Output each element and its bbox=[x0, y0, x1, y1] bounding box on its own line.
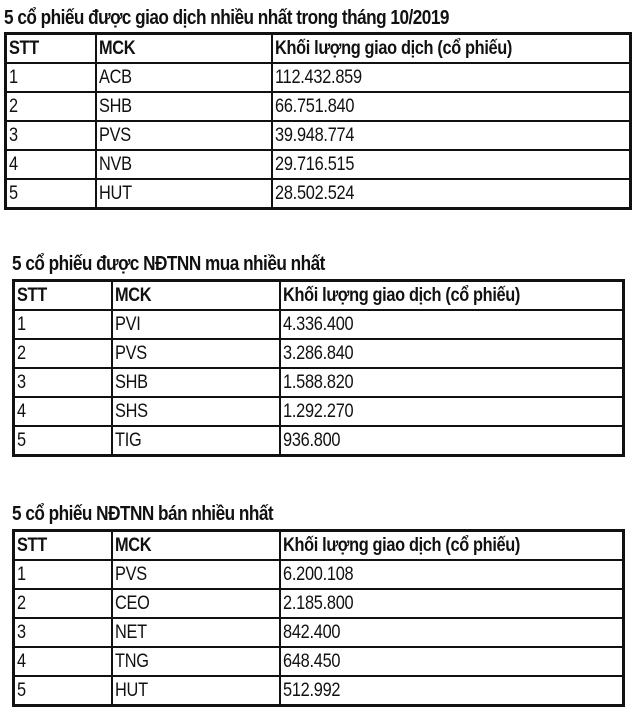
cell-stt: 3 bbox=[14, 618, 112, 647]
table-header-row bbox=[14, 281, 624, 311]
cell-volume: 39.948.774 bbox=[272, 121, 631, 150]
header-stt: STT bbox=[14, 281, 112, 311]
cell-stt: 3 bbox=[6, 121, 96, 150]
cell-stt: 5 bbox=[14, 676, 112, 706]
cell-mck: PVS bbox=[96, 121, 272, 150]
table-row bbox=[6, 92, 631, 121]
table-row bbox=[14, 618, 624, 647]
table-row bbox=[14, 589, 624, 618]
cell-volume: 29.716.515 bbox=[272, 150, 631, 179]
cell-stt: 1 bbox=[14, 560, 112, 589]
table-row bbox=[6, 63, 631, 92]
cell-stt: 4 bbox=[14, 397, 112, 426]
cell-volume: 2.185.800 bbox=[280, 589, 624, 618]
most-traded-title: 5 cổ phiếu được giao dịch nhiều nhất trong tháng 10/2019 bbox=[4, 7, 449, 29]
table-header-row bbox=[6, 34, 631, 64]
cell-mck: NET bbox=[112, 618, 280, 647]
cell-stt: 1 bbox=[14, 310, 112, 339]
cell-stt: 3 bbox=[14, 368, 112, 397]
foreign-sell-table bbox=[12, 529, 625, 707]
cell-stt: 1 bbox=[6, 63, 96, 92]
table-row bbox=[14, 310, 624, 339]
cell-stt: 4 bbox=[14, 647, 112, 676]
cell-mck: HUT bbox=[96, 179, 272, 209]
cell-stt: 2 bbox=[14, 339, 112, 368]
foreign-sell-section bbox=[12, 502, 625, 707]
cell-mck: SHB bbox=[112, 368, 280, 397]
table-row bbox=[14, 676, 624, 706]
table-row bbox=[14, 647, 624, 676]
cell-mck: SHS bbox=[112, 397, 280, 426]
cell-stt: 5 bbox=[6, 179, 96, 209]
header-mck: MCK bbox=[112, 281, 280, 311]
foreign-buy-title: 5 cổ phiếu được NĐTNN mua nhiều nhất bbox=[12, 253, 325, 275]
table-row bbox=[14, 560, 624, 589]
cell-mck: SHB bbox=[96, 92, 272, 121]
cell-mck: PVI bbox=[112, 310, 280, 339]
cell-volume: 842.400 bbox=[280, 618, 624, 647]
cell-stt: 5 bbox=[14, 426, 112, 456]
cell-volume: 6.200.108 bbox=[280, 560, 624, 589]
cell-mck: PVS bbox=[112, 339, 280, 368]
foreign-buy-section bbox=[12, 252, 625, 457]
cell-volume: 66.751.840 bbox=[272, 92, 631, 121]
header-volume: Khối lượng giao dịch (cổ phiếu) bbox=[272, 34, 631, 64]
table-row bbox=[6, 150, 631, 179]
header-mck: MCK bbox=[96, 34, 272, 64]
cell-volume: 1.292.270 bbox=[280, 397, 624, 426]
table-row bbox=[6, 179, 631, 209]
cell-volume: 1.588.820 bbox=[280, 368, 624, 397]
cell-stt: 2 bbox=[6, 92, 96, 121]
header-volume: Khối lượng giao dịch (cổ phiếu) bbox=[280, 531, 624, 561]
cell-volume: 936.800 bbox=[280, 426, 624, 456]
cell-mck: TIG bbox=[112, 426, 280, 456]
cell-mck: CEO bbox=[112, 589, 280, 618]
table-row bbox=[6, 121, 631, 150]
cell-volume: 4.336.400 bbox=[280, 310, 624, 339]
cell-mck: ACB bbox=[96, 63, 272, 92]
most-traded-table bbox=[4, 32, 632, 210]
table-row bbox=[14, 368, 624, 397]
foreign-sell-title: 5 cổ phiếu NĐTNN bán nhiều nhất bbox=[12, 503, 274, 525]
cell-stt: 2 bbox=[14, 589, 112, 618]
table-row bbox=[14, 397, 624, 426]
cell-volume: 512.992 bbox=[280, 676, 624, 706]
header-stt: STT bbox=[6, 34, 96, 64]
header-stt: STT bbox=[14, 531, 112, 561]
cell-mck: TNG bbox=[112, 647, 280, 676]
table-row bbox=[14, 426, 624, 456]
cell-mck: PVS bbox=[112, 560, 280, 589]
cell-mck: NVB bbox=[96, 150, 272, 179]
cell-stt: 4 bbox=[6, 150, 96, 179]
table-row bbox=[14, 339, 624, 368]
cell-volume: 112.432.859 bbox=[272, 63, 631, 92]
cell-mck: HUT bbox=[112, 676, 280, 706]
header-mck: MCK bbox=[112, 531, 280, 561]
cell-volume: 28.502.524 bbox=[272, 179, 631, 209]
most-traded-section bbox=[4, 6, 632, 210]
table-header-row bbox=[14, 531, 624, 561]
header-volume: Khối lượng giao dịch (cổ phiếu) bbox=[280, 281, 624, 311]
cell-volume: 648.450 bbox=[280, 647, 624, 676]
foreign-buy-table bbox=[12, 279, 625, 457]
cell-volume: 3.286.840 bbox=[280, 339, 624, 368]
